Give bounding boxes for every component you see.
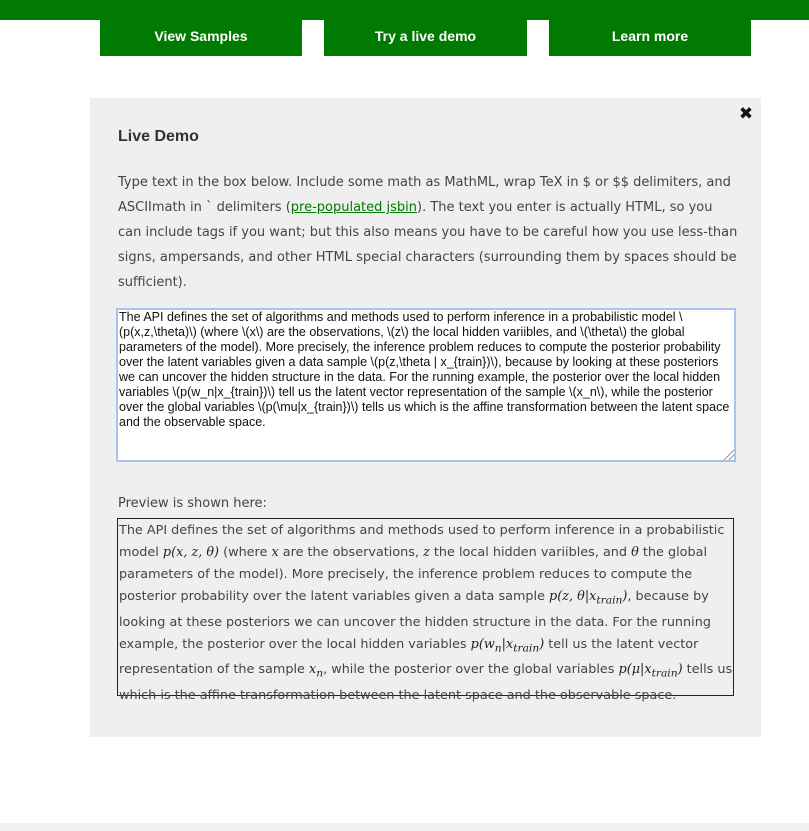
preview-text: tell us the latent vector representation of the sample — [119, 636, 699, 678]
math-expression: x — [271, 545, 279, 560]
instructions-text-end: ). The text you enter is actually HTML, so you can include tags if you want; but this also means you have to be careful how you use less-than signs, ampersands, and other HTML special characters (surrounding them by spaces should be sufficient). — [118, 200, 738, 290]
math-subscript: train — [513, 641, 540, 655]
demo-input-textarea[interactable] — [116, 308, 736, 462]
math-expression: θ — [631, 545, 639, 560]
instructions-text-start: Type text in the box below. Include some math as MathML, wrap TeX in $ or $$ delimiters, and ASCIImath in ` delimiters ( — [118, 175, 731, 215]
math-expression — [618, 662, 683, 680]
preview-text: , while the posterior over the global variables — [323, 662, 619, 678]
math-part: ) — [622, 589, 628, 604]
learn-more-button[interactable]: Learn more — [549, 0, 751, 56]
math-expression — [309, 662, 324, 680]
math-part: ) — [677, 662, 683, 678]
preview-text: tells us which is the affine transformation between the latent space and the observable space. — [119, 662, 733, 703]
math-part: p(w — [470, 636, 495, 652]
math-subscript: train — [651, 666, 678, 680]
page-footer-strip — [0, 823, 809, 831]
math-subscript: n — [316, 666, 324, 680]
preview-label: Preview is shown here: — [118, 496, 267, 511]
preview-text: the local hidden variibles, and — [429, 545, 632, 560]
preview-text: The API defines the set of algorithms and methods used to perform inference in a probabilistic model — [119, 523, 725, 560]
math-subscript: train — [596, 593, 623, 607]
preview-text: the global parameters of the model). More precisely, the inference problem reduces to compute the posterior probability over the latent variables given a data sample — [119, 545, 708, 604]
preview-text: (where — [219, 545, 272, 560]
resize-handle[interactable] — [724, 450, 734, 460]
live-demo-button[interactable]: Try a live demo — [324, 0, 527, 56]
math-expression: z — [423, 545, 430, 560]
math-expression — [549, 589, 628, 607]
view-samples-button[interactable]: View Samples — [100, 0, 302, 56]
preview-output — [117, 518, 734, 703]
math-part: x — [309, 662, 317, 678]
math-part: p(z, θ|x — [549, 589, 597, 604]
math-part: p(μ|x — [618, 662, 652, 678]
math-part: |x — [501, 636, 514, 652]
demo-instructions — [118, 170, 738, 295]
preview-text: , because by looking at these posteriors we can uncover the hidden structure in the data. For the running example, the posterior over the local hidden variables — [119, 589, 711, 652]
math-expression: p(x, z, θ) — [162, 545, 220, 560]
demo-title: Live Demo — [118, 128, 199, 145]
math-part: ) — [539, 636, 545, 652]
preview-text: are the observations, — [278, 545, 424, 560]
math-subscript: n — [494, 641, 502, 655]
close-icon[interactable]: ✖ — [738, 104, 754, 124]
jsbin-link[interactable]: pre-populated jsbin — [290, 200, 418, 215]
math-expression — [470, 636, 545, 655]
